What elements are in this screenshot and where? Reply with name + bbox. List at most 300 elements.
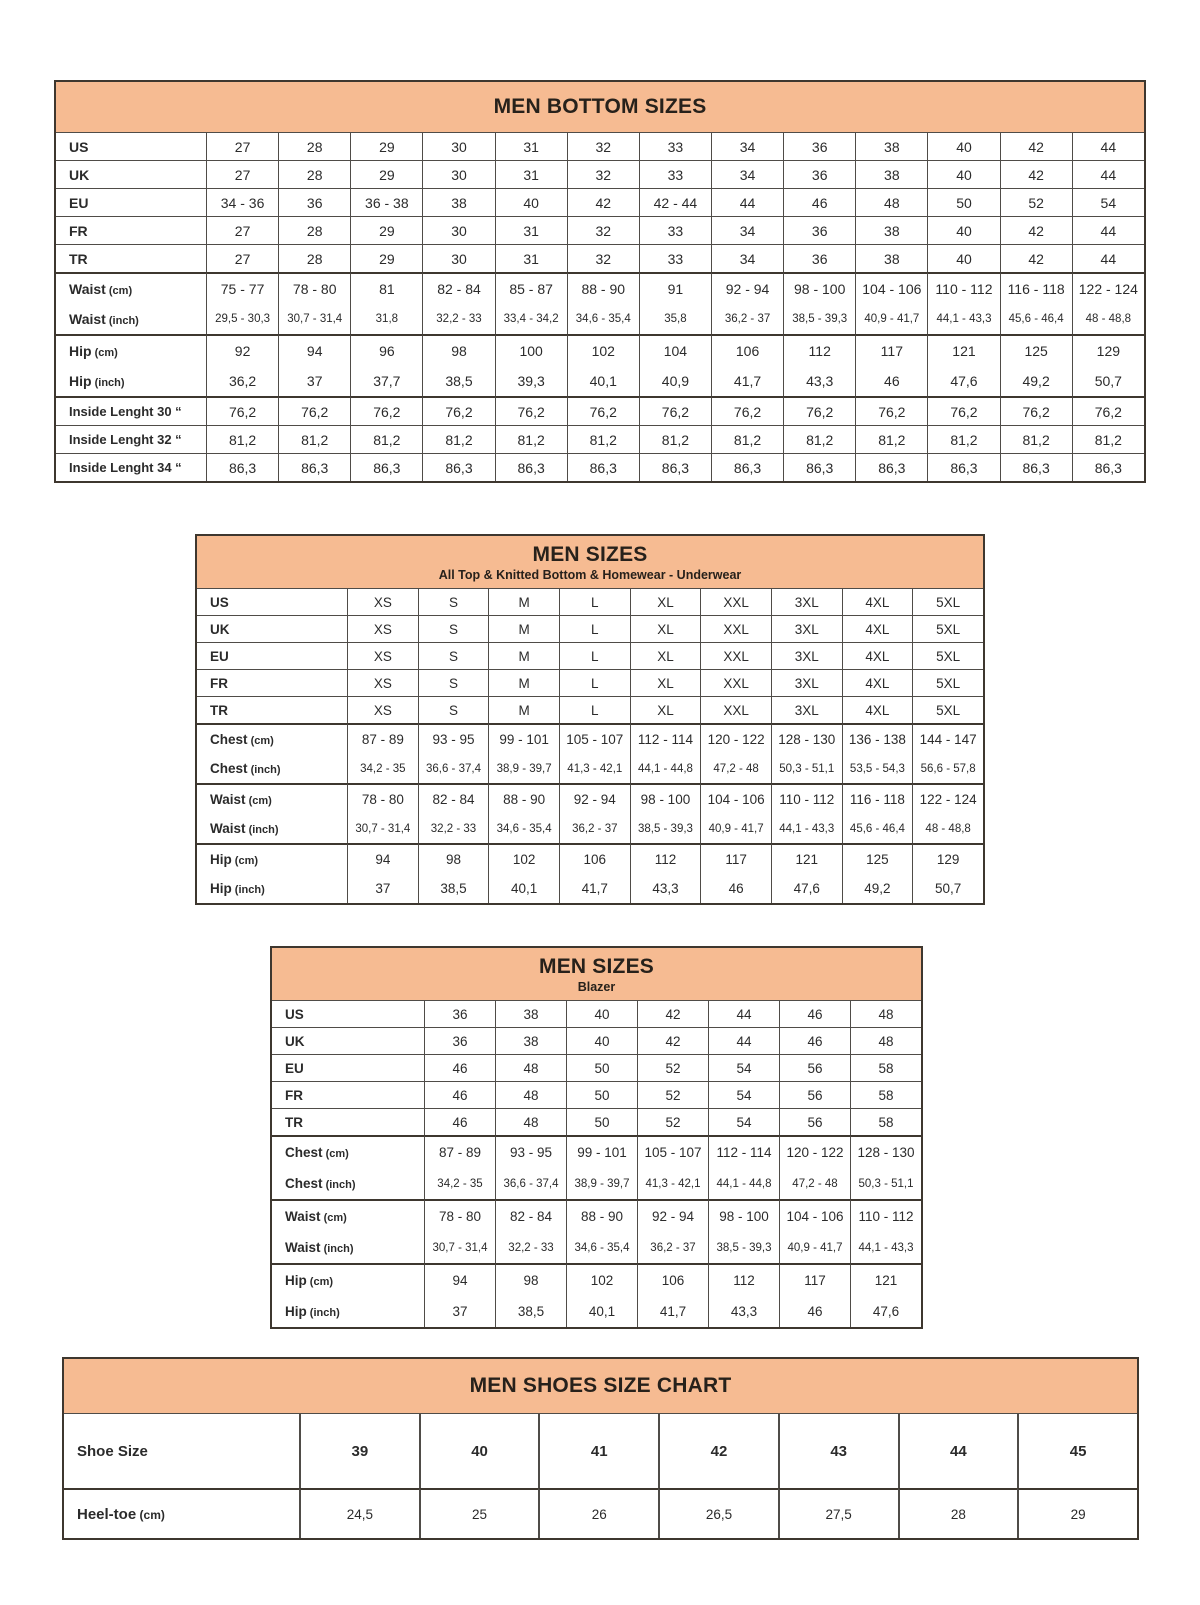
value-cell: 50,7 <box>1072 366 1144 396</box>
value-cell: 96 <box>350 334 422 366</box>
value-cell: 32 <box>567 160 639 188</box>
value-cell: 34 <box>711 244 783 272</box>
row-label: Waist (inch) <box>210 821 279 836</box>
value-cell: 40 <box>419 1413 539 1488</box>
value-cell: 54 <box>708 1081 779 1108</box>
table-row <box>197 814 983 843</box>
value-cell: M <box>488 588 559 615</box>
value-cell: 48 <box>855 188 927 216</box>
value-cell: 81,2 <box>927 425 999 453</box>
value-cell: 27 <box>206 244 278 272</box>
value-cell: 34,6 - 35,4 <box>566 1232 637 1263</box>
value-cell: 82 - 84 <box>422 272 494 304</box>
value-cell: 76,2 <box>422 396 494 425</box>
value-cell: 27 <box>206 132 278 160</box>
value-cell: 86,3 <box>567 453 639 481</box>
table-header-band <box>272 948 921 1000</box>
value-cell: 88 - 90 <box>567 272 639 304</box>
value-cell: 44,1 - 43,3 <box>850 1232 921 1263</box>
row-label: EU <box>197 642 347 669</box>
value-cell: L <box>559 615 630 642</box>
value-cell: 43 <box>778 1413 898 1488</box>
value-cell: XL <box>630 642 701 669</box>
row-label: US <box>272 1000 424 1027</box>
row-label: Hip (cm) <box>272 1263 424 1296</box>
value-cell: 31 <box>495 160 567 188</box>
value-cell: 86,3 <box>783 453 855 481</box>
value-cell: 33,4 - 34,2 <box>495 304 567 334</box>
value-cell: 42 <box>1000 244 1072 272</box>
value-cell: 36,2 - 37 <box>559 814 630 843</box>
value-cell: 102 <box>488 843 559 874</box>
value-cell: 34,2 - 35 <box>347 754 418 783</box>
value-cell: 105 - 107 <box>559 723 630 754</box>
value-cell: 76,2 <box>206 396 278 425</box>
men-shoes-size-chart-table-grid <box>62 1357 1139 1540</box>
value-cell: 3XL <box>771 615 842 642</box>
value-cell: 50,3 - 51,1 <box>771 754 842 783</box>
table-subtitle: Blazer <box>577 979 616 994</box>
value-cell: 36 <box>424 1027 495 1054</box>
row-label-unit: (inch) <box>91 377 125 389</box>
value-cell: 98 - 100 <box>708 1199 779 1232</box>
value-cell: 52 <box>637 1054 708 1081</box>
table-row <box>272 1135 921 1168</box>
row-label: Inside Lenght 34 “ <box>56 453 206 481</box>
value-cell: L <box>559 696 630 723</box>
value-cell: 52 <box>1000 188 1072 216</box>
value-cell: 86,3 <box>350 453 422 481</box>
table-row <box>272 1199 921 1232</box>
table-row <box>197 754 983 783</box>
value-cell: 56 <box>779 1081 850 1108</box>
value-cell: 48 <box>495 1108 566 1135</box>
value-cell: 46 <box>855 366 927 396</box>
value-cell: 38 <box>495 1000 566 1027</box>
value-cell: 34,2 - 35 <box>424 1168 495 1199</box>
value-cell: 46 <box>783 188 855 216</box>
value-cell: 50 <box>566 1054 637 1081</box>
value-cell: 36 <box>783 132 855 160</box>
value-cell: 40,1 <box>567 366 639 396</box>
row-label-unit: (inch) <box>320 1243 354 1255</box>
row-label: UK <box>56 160 206 188</box>
table-row <box>197 642 983 669</box>
value-cell: 86,3 <box>927 453 999 481</box>
value-cell: 54 <box>1072 188 1144 216</box>
value-cell: XS <box>347 615 418 642</box>
value-cell: 104 - 106 <box>855 272 927 304</box>
value-cell: 94 <box>424 1263 495 1296</box>
row-label-unit: (cm) <box>231 855 259 867</box>
value-cell: 4XL <box>842 642 913 669</box>
value-cell: 82 - 84 <box>418 783 489 814</box>
value-cell: 44,1 - 43,3 <box>927 304 999 334</box>
value-cell: 3XL <box>771 588 842 615</box>
value-cell: 104 - 106 <box>779 1199 850 1232</box>
value-cell: 47,6 <box>850 1296 921 1327</box>
value-cell: 87 - 89 <box>347 723 418 754</box>
value-cell: 86,3 <box>639 453 711 481</box>
value-cell: 26,5 <box>658 1488 778 1538</box>
value-cell: 37 <box>424 1296 495 1327</box>
value-cell: 40,1 <box>488 874 559 903</box>
value-cell: M <box>488 642 559 669</box>
value-cell: 94 <box>278 334 350 366</box>
table-row <box>56 244 1144 272</box>
value-cell: 50,3 - 51,1 <box>850 1168 921 1199</box>
value-cell: XXL <box>700 669 771 696</box>
table-row <box>197 874 983 903</box>
value-cell: 31 <box>495 216 567 244</box>
value-cell: 92 - 94 <box>637 1199 708 1232</box>
table-row <box>197 615 983 642</box>
men-bottom-sizes-table-grid <box>54 80 1146 483</box>
value-cell: 110 - 112 <box>927 272 999 304</box>
value-cell: 44 <box>1072 132 1144 160</box>
row-label: US <box>56 132 206 160</box>
value-cell: 106 <box>711 334 783 366</box>
value-cell: 42 <box>1000 216 1072 244</box>
row-label: Chest (cm) <box>272 1135 424 1168</box>
table-row <box>56 453 1144 481</box>
value-cell: 120 - 122 <box>700 723 771 754</box>
value-cell: 56 <box>779 1054 850 1081</box>
table-row <box>197 669 983 696</box>
value-cell: 76,2 <box>567 396 639 425</box>
row-label: UK <box>272 1027 424 1054</box>
value-cell: M <box>488 615 559 642</box>
table-row <box>64 1488 1137 1538</box>
table-row <box>272 1296 921 1327</box>
value-cell: 46 <box>700 874 771 903</box>
value-cell: 42 <box>567 188 639 216</box>
row-label: Hip (inch) <box>285 1304 340 1319</box>
table-row <box>56 304 1144 334</box>
value-cell: XS <box>347 696 418 723</box>
table-row <box>56 160 1144 188</box>
table-row <box>56 188 1144 216</box>
table-title: MEN SIZES <box>532 542 648 566</box>
value-cell: 38,5 <box>495 1296 566 1327</box>
value-cell: 38,5 <box>422 366 494 396</box>
men-sizes-blazer-table-grid <box>270 946 923 1329</box>
table-row <box>56 396 1144 425</box>
table-row <box>56 425 1144 453</box>
row-label: Waist (cm) <box>197 783 347 814</box>
value-cell: 81,2 <box>206 425 278 453</box>
value-cell: 36,2 - 37 <box>711 304 783 334</box>
value-cell: 43,3 <box>630 874 701 903</box>
value-cell: 45,6 - 46,4 <box>1000 304 1072 334</box>
value-cell: 86,3 <box>1072 453 1144 481</box>
value-cell: 78 - 80 <box>278 272 350 304</box>
value-cell: 87 - 89 <box>424 1135 495 1168</box>
value-cell: 116 - 118 <box>1000 272 1072 304</box>
value-cell: 86,3 <box>422 453 494 481</box>
table-row <box>272 1000 921 1027</box>
value-cell: 92 - 94 <box>559 783 630 814</box>
value-cell: 36,2 <box>206 366 278 396</box>
row-label: UK <box>197 615 347 642</box>
value-cell: 121 <box>771 843 842 874</box>
value-cell: 44 <box>1072 160 1144 188</box>
value-cell: 28 <box>278 216 350 244</box>
value-cell: 42 - 44 <box>639 188 711 216</box>
value-cell: 86,3 <box>278 453 350 481</box>
value-cell: 47,2 - 48 <box>700 754 771 783</box>
table-title: MEN BOTTOM SIZES <box>493 95 707 118</box>
value-cell: S <box>418 696 489 723</box>
value-cell: 38 <box>855 216 927 244</box>
men-shoes-size-chart-table <box>62 1357 1139 1540</box>
row-label: FR <box>272 1081 424 1108</box>
value-cell: 86,3 <box>495 453 567 481</box>
value-cell: 30 <box>422 216 494 244</box>
value-cell: 33 <box>639 132 711 160</box>
value-cell: 144 - 147 <box>912 723 983 754</box>
row-label: TR <box>56 244 206 272</box>
row-label: Chest (inch) <box>210 761 281 776</box>
row-label-unit: (inch) <box>105 315 139 327</box>
value-cell: 29 <box>350 244 422 272</box>
value-cell: 3XL <box>771 696 842 723</box>
value-cell: 38,5 - 39,3 <box>783 304 855 334</box>
value-cell: 30,7 - 31,4 <box>347 814 418 843</box>
value-cell: 100 <box>495 334 567 366</box>
men-sizes-top-table-grid <box>195 534 985 905</box>
value-cell: 76,2 <box>495 396 567 425</box>
value-cell: 46 <box>779 1000 850 1027</box>
value-cell: 40,9 - 41,7 <box>779 1232 850 1263</box>
value-cell: 40,9 <box>639 366 711 396</box>
value-cell: 91 <box>639 272 711 304</box>
value-cell: 38 <box>855 244 927 272</box>
value-cell: 29 <box>350 132 422 160</box>
value-cell: 31 <box>495 132 567 160</box>
value-cell: 34 <box>711 132 783 160</box>
value-cell: 81,2 <box>639 425 711 453</box>
table-row <box>56 272 1144 304</box>
value-cell: 38,5 - 39,3 <box>630 814 701 843</box>
value-cell: 53,5 - 54,3 <box>842 754 913 783</box>
value-cell: 34,6 - 35,4 <box>488 814 559 843</box>
row-label: FR <box>56 216 206 244</box>
value-cell: 29 <box>350 160 422 188</box>
value-cell: 110 - 112 <box>850 1199 921 1232</box>
value-cell: 40 <box>566 1027 637 1054</box>
value-cell: 44 <box>1072 216 1144 244</box>
table-row <box>272 1108 921 1135</box>
value-cell: 50 <box>927 188 999 216</box>
row-label: EU <box>56 188 206 216</box>
value-cell: XS <box>347 588 418 615</box>
value-cell: 102 <box>567 334 639 366</box>
table-header-band <box>64 1359 1137 1413</box>
value-cell: 50 <box>566 1081 637 1108</box>
value-cell: 36 <box>278 188 350 216</box>
table-row <box>272 1263 921 1296</box>
value-cell: 112 - 114 <box>708 1135 779 1168</box>
value-cell: 125 <box>842 843 913 874</box>
row-label-unit: (inch) <box>231 884 265 896</box>
row-label: TR <box>197 696 347 723</box>
value-cell: 112 <box>630 843 701 874</box>
value-cell: 40,9 - 41,7 <box>855 304 927 334</box>
value-cell: 117 <box>779 1263 850 1296</box>
value-cell: 94 <box>347 843 418 874</box>
row-label: FR <box>197 669 347 696</box>
value-cell: 82 - 84 <box>495 1199 566 1232</box>
value-cell: 38,9 - 39,7 <box>488 754 559 783</box>
value-cell: 54 <box>708 1108 779 1135</box>
row-label: Chest (inch) <box>285 1176 356 1191</box>
value-cell: 25 <box>419 1488 539 1538</box>
value-cell: 38,5 - 39,3 <box>708 1232 779 1263</box>
value-cell: 4XL <box>842 588 913 615</box>
value-cell: 37 <box>347 874 418 903</box>
value-cell: 122 - 124 <box>1072 272 1144 304</box>
value-cell: 86,3 <box>855 453 927 481</box>
row-label-unit: (cm) <box>105 285 133 297</box>
table-row <box>56 366 1144 396</box>
value-cell: 47,2 - 48 <box>779 1168 850 1199</box>
row-label-unit: (cm) <box>320 1212 347 1224</box>
value-cell: 29,5 - 30,3 <box>206 304 278 334</box>
row-label-unit: (cm) <box>322 1148 349 1160</box>
table-title: MEN SIZES <box>539 954 654 978</box>
value-cell: 40 <box>495 188 567 216</box>
table-row <box>56 216 1144 244</box>
value-cell: 47,6 <box>771 874 842 903</box>
value-cell: 58 <box>850 1054 921 1081</box>
value-cell: 43,3 <box>708 1296 779 1327</box>
value-cell: 5XL <box>912 642 983 669</box>
value-cell: 48 <box>495 1081 566 1108</box>
value-cell: 81,2 <box>567 425 639 453</box>
value-cell: 30 <box>422 132 494 160</box>
value-cell: XXL <box>700 615 771 642</box>
value-cell: 33 <box>639 160 711 188</box>
value-cell: 49,2 <box>1000 366 1072 396</box>
value-cell: 76,2 <box>1000 396 1072 425</box>
value-cell: 5XL <box>912 696 983 723</box>
value-cell: 43,3 <box>783 366 855 396</box>
table-row <box>272 1232 921 1263</box>
row-label: Hip (cm) <box>56 334 206 366</box>
value-cell: 105 - 107 <box>637 1135 708 1168</box>
value-cell: 41,7 <box>559 874 630 903</box>
row-label: Hip (cm) <box>197 843 347 874</box>
value-cell: 5XL <box>912 615 983 642</box>
value-cell: 120 - 122 <box>779 1135 850 1168</box>
table-row <box>197 723 983 754</box>
value-cell: 121 <box>927 334 999 366</box>
value-cell: 136 - 138 <box>842 723 913 754</box>
value-cell: 36 <box>783 216 855 244</box>
value-cell: 86,3 <box>206 453 278 481</box>
row-label: Chest (cm) <box>197 723 347 754</box>
value-cell: 81 <box>350 272 422 304</box>
value-cell: 3XL <box>771 669 842 696</box>
value-cell: 81,2 <box>278 425 350 453</box>
row-label: Waist (cm) <box>56 272 206 304</box>
value-cell: 88 - 90 <box>488 783 559 814</box>
value-cell: 44 <box>711 188 783 216</box>
value-cell: 44,1 - 43,3 <box>771 814 842 843</box>
row-label-unit: (cm) <box>306 1276 334 1288</box>
value-cell: 41,3 - 42,1 <box>637 1168 708 1199</box>
value-cell: 99 - 101 <box>488 723 559 754</box>
value-cell: 28 <box>898 1488 1018 1538</box>
value-cell: 48 <box>850 1027 921 1054</box>
value-cell: XS <box>347 669 418 696</box>
row-label-unit: (cm) <box>247 735 274 747</box>
value-cell: 45,6 - 46,4 <box>842 814 913 843</box>
value-cell: 58 <box>850 1108 921 1135</box>
row-label: Hip (inch) <box>210 881 265 896</box>
value-cell: 44,1 - 44,8 <box>630 754 701 783</box>
men-bottom-sizes-table <box>54 80 1146 483</box>
value-cell: 42 <box>1000 132 1072 160</box>
value-cell: 86,3 <box>711 453 783 481</box>
value-cell: 121 <box>850 1263 921 1296</box>
value-cell: 33 <box>639 244 711 272</box>
value-cell: 76,2 <box>350 396 422 425</box>
value-cell: 42 <box>658 1413 778 1488</box>
value-cell: 93 - 95 <box>418 723 489 754</box>
table-row <box>197 588 983 615</box>
value-cell: 46 <box>779 1296 850 1327</box>
table-subtitle: All Top & Knitted Bottom & Homewear - Underwear <box>438 567 742 582</box>
value-cell: 42 <box>1000 160 1072 188</box>
value-cell: 44 <box>1072 244 1144 272</box>
row-label: Waist (inch) <box>285 1240 354 1255</box>
value-cell: 98 - 100 <box>630 783 701 814</box>
value-cell: 48 <box>850 1000 921 1027</box>
value-cell: 44 <box>708 1000 779 1027</box>
value-cell: 75 - 77 <box>206 272 278 304</box>
value-cell: 93 - 95 <box>495 1135 566 1168</box>
row-label: Waist (cm) <box>272 1199 424 1232</box>
row-label: TR <box>272 1108 424 1135</box>
table-row <box>56 334 1144 366</box>
value-cell: 106 <box>637 1263 708 1296</box>
value-cell: 40 <box>927 132 999 160</box>
value-cell: 34 - 36 <box>206 188 278 216</box>
value-cell: 5XL <box>912 669 983 696</box>
value-cell: 48 <box>495 1054 566 1081</box>
value-cell: 92 <box>206 334 278 366</box>
value-cell: 50,7 <box>912 874 983 903</box>
value-cell: XXL <box>700 696 771 723</box>
value-cell: 76,2 <box>783 396 855 425</box>
value-cell: 44 <box>708 1027 779 1054</box>
value-cell: 125 <box>1000 334 1072 366</box>
value-cell: 38 <box>495 1027 566 1054</box>
value-cell: 40,1 <box>566 1296 637 1327</box>
value-cell: 40 <box>927 244 999 272</box>
value-cell: 46 <box>424 1081 495 1108</box>
value-cell: 88 - 90 <box>566 1199 637 1232</box>
value-cell: 33 <box>639 216 711 244</box>
value-cell: 27 <box>206 216 278 244</box>
value-cell: 110 - 112 <box>771 783 842 814</box>
row-label: Inside Lenght 30 “ <box>56 396 206 425</box>
value-cell: 39,3 <box>495 366 567 396</box>
value-cell: XXL <box>700 588 771 615</box>
value-cell: 38,5 <box>418 874 489 903</box>
